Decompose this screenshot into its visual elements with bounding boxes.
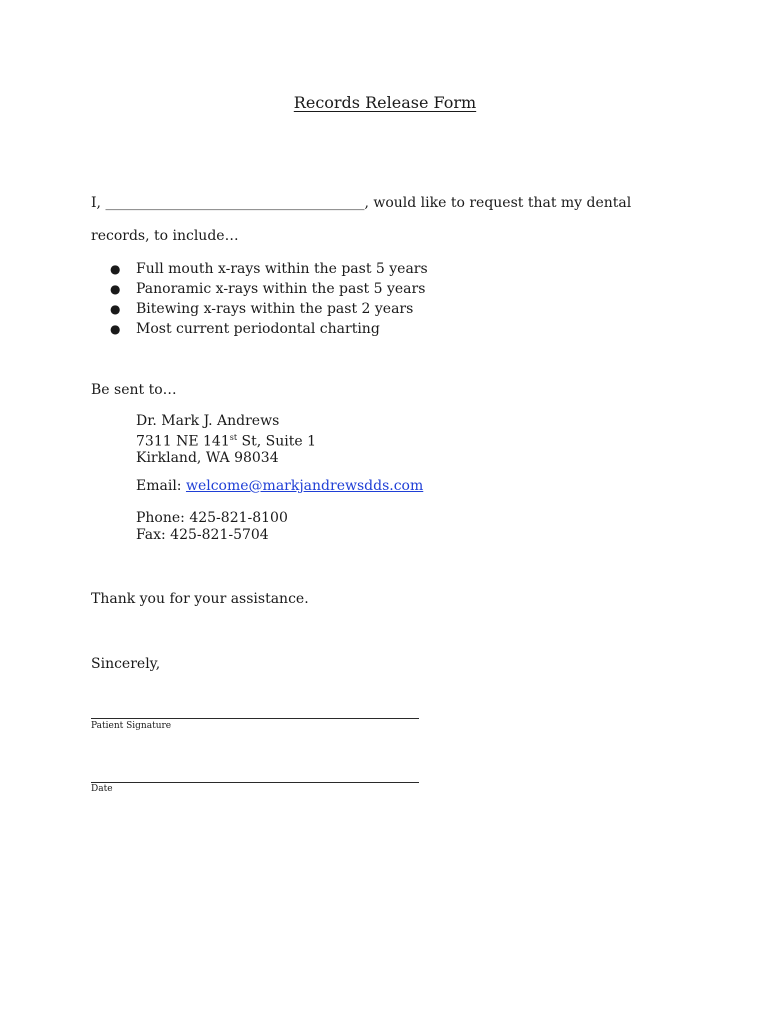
phone-fax-block [136, 510, 288, 544]
page-title: Records Release Form [293, 93, 477, 112]
bullet-icon: ● [110, 302, 121, 316]
signature-caption: Patient Signature [91, 721, 172, 731]
records-list [110, 259, 428, 339]
list-item [110, 299, 428, 319]
intro-line-2: records, to include… [91, 228, 239, 244]
list-item-label: Panoramic x-rays within the past 5 years [136, 281, 426, 297]
signature-line[interactable] [91, 718, 419, 719]
recipient-name: Dr. Mark J. Andrews [136, 413, 280, 429]
list-item [110, 279, 428, 299]
recipient-street [136, 430, 316, 450]
list-item-label: Bitewing x-rays within the past 2 years [136, 301, 414, 317]
recipient-city: Kirkland, WA 98034 [136, 449, 279, 466]
list-item [110, 319, 428, 339]
bullet-icon: ● [110, 262, 121, 276]
thanks-line: Thank you for your assistance. [91, 591, 309, 607]
intro-prefix: I, [91, 195, 106, 211]
street-rest: St, Suite 1 [237, 433, 316, 450]
phone-number: Phone: 425-821-8100 [136, 510, 288, 526]
sent-to-label: Be sent to… [91, 382, 177, 398]
email-link[interactable]: welcome@markjandrewsdds.com [185, 478, 424, 494]
street-suffix-sup: st [229, 432, 238, 442]
bullet-icon: ● [110, 282, 121, 296]
fax-number: Fax: 425-821-5704 [136, 527, 269, 543]
street-number: 7311 NE 141 [136, 433, 230, 450]
date-caption: Date [91, 784, 113, 794]
recipient-address [136, 413, 316, 466]
email-line [136, 478, 423, 494]
bullet-icon: ● [110, 322, 121, 336]
name-blank: _____________________________________ [105, 195, 365, 211]
closing-line: Sincerely, [91, 656, 161, 672]
intro-suffix: , would like to request that my dental [364, 195, 632, 211]
intro-line [91, 195, 631, 211]
date-line[interactable] [91, 782, 419, 783]
list-item-label: Full mouth x-rays within the past 5 years [136, 261, 428, 277]
list-item [110, 259, 428, 279]
email-label: Email: [136, 478, 186, 494]
list-item-label: Most current periodontal charting [136, 321, 380, 337]
